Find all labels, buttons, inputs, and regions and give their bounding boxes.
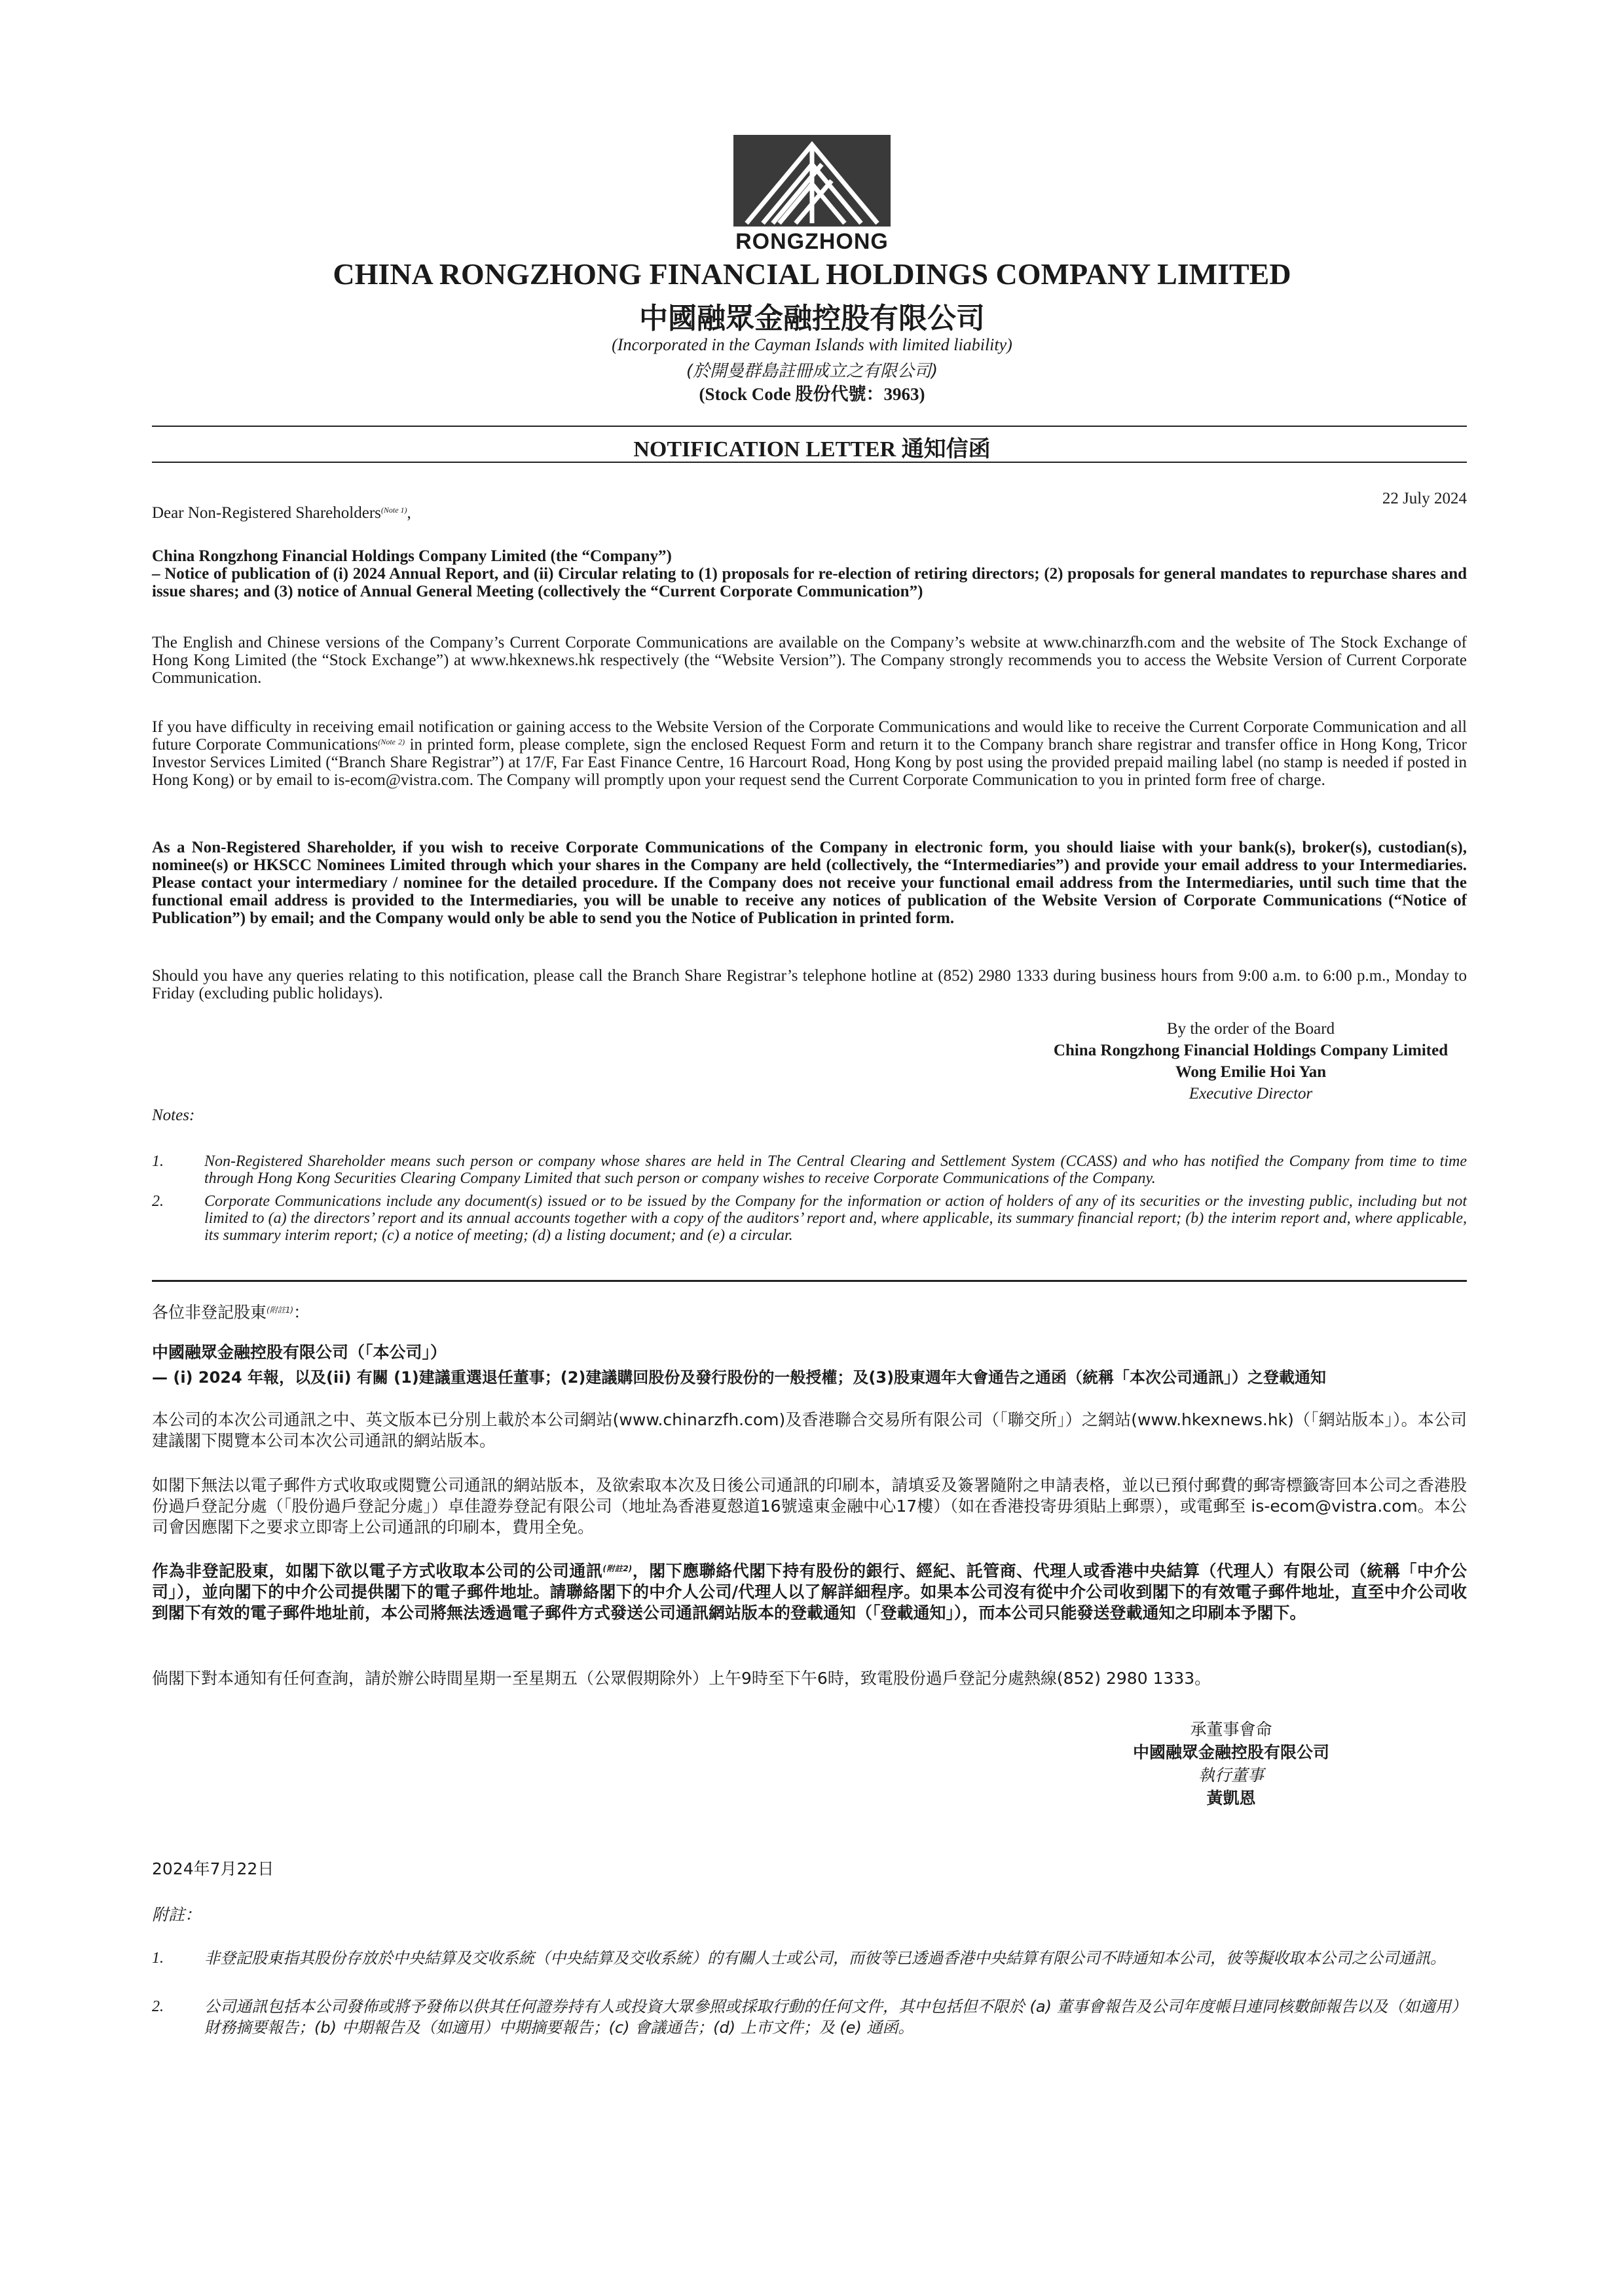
note-2-num-zh: 2. (152, 1998, 164, 2015)
subject-company-zh: 中國融眾金融控股有限公司（「本公司」） (152, 1343, 447, 1362)
note2-ref-en: (Note 2) (378, 737, 405, 746)
salutation-en-text: Dear Non-Registered Shareholders (152, 504, 381, 522)
paragraph-4-en: Should you have any queries relating to this notification, please call the Branch Share Registrar’s telephone hotline at (852) 2980 1333 during business hours from 9:00 a.m. to 6:00 p.m., Monday to Friday (excluding public holidays). (152, 967, 1467, 1002)
sign-title-zh: 執行董事 (1198, 1766, 1264, 1785)
salutation-en: Dear Non-Registered Shareholders$^{(Note 1)}$, (152, 504, 411, 522)
note1-ref-en: (Note 1) (380, 505, 407, 515)
title-rule-bottom (152, 462, 1467, 463)
incorporation-zh: (於開曼群島註冊成立之有限公司) (686, 361, 938, 381)
date-zh: 2024年7月22日 (152, 1859, 274, 1878)
paragraph-2-zh: 如閣下無法以電子郵件方式收取或閱覽公司通訊的網站版本，及欲索取本次及日後公司通訊的印刷本，請填妥及簽署隨附之申請表格，並以已預付郵費的郵寄標籤寄回本公司之香港股份過戶登記分處（「股份過戶登記分處」）卓佳證券登記有限公司（地址為香港夏慤道16號遠東金融中心17樓）（如在香港投寄毋須貼上郵票），或電郵至 is-ecom@vistra.com。本公司會因應閣下之要求立即寄上公司通訊的印刷本，費用全免。 (152, 1476, 1467, 1537)
sign-company-en: China Rongzhong Financial Holdings Company Limited (1053, 1042, 1449, 1059)
subject-detail-zh: — (i) 2024 年報，以及(ii) 有關 (1)建議重選退任董事；(2)建議購回股份及發行股份的一般授權；及(3)股東週年大會通告之通函（統稱「本次公司通訊」）之登載通知 (152, 1368, 1327, 1387)
paragraph-2-en (152, 718, 1467, 789)
sign-order-en: By the order of the Board (1166, 1020, 1335, 1038)
sign-name-en: Wong Emilie Hoi Yan (1175, 1063, 1327, 1081)
note-1-text-en: Non-Registered Shareholder means such person or company whose shares are held in The Central Clearing and Settlement System (CCASS) and who has notified the Company from time to time through Hong Kong Securities Clearing Company Limited that such person or company wishes to receive Corporate Communications of the Company. (204, 1153, 1467, 1187)
paragraph-1-en: The English and Chinese versions of the Company’s Current Corporate Communications are available on the Company’s website at www.chinarzfh.com and the website of The Stock Exchange of Hong Kong Limited (the “Stock Exchange”) at www.hkexnews.hk respectively (the “Website Version”). The Company strongly recommends you to access the Website Version of Current Corporate Communication. (152, 634, 1467, 687)
subject-detail-en: – Notice of publication of (i) 2024 Annual Report, and (ii) Circular relating to (1) proposals for re-election of retiring directors; (2) proposals for general mandates to repurchase shares and issue shares; and (3) notice of Annual General Meeting (collectively the “Current Corporate Communication”) (152, 565, 1467, 600)
company-name-zh: 中國融眾金融控股有限公司 (639, 302, 985, 335)
title-rule-top (152, 426, 1467, 427)
subject-company-en: China Rongzhong Financial Holdings Company Limited (the “Company”) (152, 547, 672, 565)
sign-title-en: Executive Director (1189, 1085, 1313, 1102)
notes-label-zh: 附註： (152, 1905, 202, 1924)
paragraph-3a-zh: 作為非登記股東，如閣下欲以電子方式收取本公司的公司通訊 (152, 1561, 603, 1580)
salutation-zh-text: 各位非登記股東 (152, 1303, 267, 1322)
note-1-text-zh: 非登記股東指其股份存放於中央結算及交收系統（中央結算及交收系統）的有關人士或公司，而彼等已透過香港中央結算有限公司不時通知本公司，彼等擬收取本公司之公司通訊。 (204, 1949, 1446, 1967)
doc-title: NOTIFICATION LETTER 通知信函 (633, 437, 991, 462)
paragraph-4-zh: 倘閣下對本通知有任何查詢，請於辦公時間星期一至星期五（公眾假期除外）上午9時至下午6時，致電股份過戶登記分處熱線(852) 2980 1333。 (152, 1669, 1211, 1688)
sign-name-zh: 黃凱恩 (1206, 1789, 1256, 1808)
note-1-num-en: 1. (152, 1153, 164, 1170)
stock-code: (Stock Code 股份代號：3963) (699, 384, 925, 404)
company-name-en: CHINA RONGZHONG FINANCIAL HOLDINGS COMPANY LIMITED (333, 257, 1291, 291)
note-2-num-en: 2. (152, 1193, 164, 1210)
signature-block-zh (1048, 1718, 1414, 1810)
paragraph-3-zh (152, 1561, 1467, 1624)
paragraph-3b-zh: ，閣下應聯絡代閣下持有股份的銀行、經紀、託管商、代理人或香港中央結算（代理人）有限公司（統稱「中介公司」），並向閣下的中介公司提供閣下的電子郵件地址。請聯絡閣下的中介人公司/代理人以了解詳細程序。如果本公司沒有從中介公司收到閣下的有效電子郵件地址，直至中介公司收到閣下有效的電子郵件地址前，本公司將無法透過電子郵件方式發送公司通訊網站版本的登載通知（「登載通知」），而本公司只能發送登載通知之印刷本予閣下。 (152, 1561, 1467, 1622)
paragraph-2b-en: in printed form, please complete, sign the enclosed Request Form and return it to the Company branch share registrar and transfer office in Hong Kong, Tricor Investor Services Limited (“Branch Share Registrar”) at 17/F, Far East Finance Centre, 16 Harcourt Road, Hong Kong by post using the provided prepaid mailing label (no stamp is needed if posted in Hong Kong) or by email to is-ecom@vistra.com. The Company will promptly upon your request send the Current Corporate Communication to you in printed form free of charge. (152, 736, 1467, 789)
section-divider (152, 1280, 1467, 1282)
note-2-text-en: Corporate Communications include any document(s) issued or to be issued by the Company for the information or action of holders of any of its securities or the investing public, including but not limited to (a) the directors’ report and its annual accounts together with a copy of the auditors’ report and, where applicable, its summary financial report; (b) the interim report and, where applicable, its summary interim report; (c) a notice of meeting; (d) a listing document; and (e) a circular. (204, 1193, 1467, 1244)
paragraph-3-en: As a Non-Registered Shareholder, if you wish to receive Corporate Communications of the Company in electronic form, you should liaise with your bank(s), broker(s), custodian(s), nominee(s) or HKSCC Nominees Limited through which your shares in the Company are held (collectively, the “Intermediaries”) and provide your email address to your Intermediaries. Please contact your intermediary / nominee for the detailed procedure. If the Company does not receive your functional email address from the Intermediaries, until such time that the functional email address is provided to the Intermediaries, you will be unable to receive any notices of publication of the Website Version of Corporate Communications (“Notice of Publication”) by email; and the Company would only be able to send you the Notice of Publication in printed form. (152, 839, 1467, 927)
note-1-num-zh: 1. (152, 1950, 164, 1967)
note-2-text-zh: 公司通訊包括本公司發佈或將予發佈以供其任何證券持有人或投資大眾參照或採取行動的任何文件，其中包括但不限於 (a) 董事會報告及公司年度帳目連同核數師報告以及（如適用）財務摘要報告；(b) 中期報告及（如適用）中期摘要報告；(c) 會議通告；(d) 上市文件；及 (e) 通函。 (204, 1997, 1467, 2037)
salutation-zh: 各位非登記股東$^{(附註1)}$： (152, 1303, 310, 1322)
notes-label-en: Notes: (152, 1106, 195, 1124)
date-en: 22 July 2024 (1382, 490, 1467, 507)
sign-company-zh: 中國融眾金融控股有限公司 (1132, 1743, 1329, 1762)
paragraph-2a-en: If you have difficulty in receiving email notification or gaining access to the Website Version of the Corporate Communications and would like to receive the Current Corporate Communication and all future Corporate Communications (152, 718, 1467, 754)
sign-order-zh: 承董事會命 (1190, 1720, 1272, 1739)
note2-ref-zh: (附註2) (602, 1564, 633, 1573)
signature-block-en (1022, 1018, 1480, 1104)
rongzhong-logo-icon (733, 135, 891, 227)
paragraph-1-zh: 本公司的本次公司通訊之中、英文版本已分別上載於本公司網站(www.chinarzfh.com)及香港聯合交易所有限公司（「聯交所」）之網站(www.hkexnews.hk)（「網站版本」）。本公司建議閣下閱覽本公司本次公司通訊的網站版本。 (152, 1410, 1467, 1450)
note1-ref-zh: (附註1) (267, 1305, 294, 1315)
logo-wordmark: RONGZHONG (735, 229, 889, 254)
incorporation-en: (Incorporated in the Cayman Islands with limited liability) (612, 335, 1012, 354)
